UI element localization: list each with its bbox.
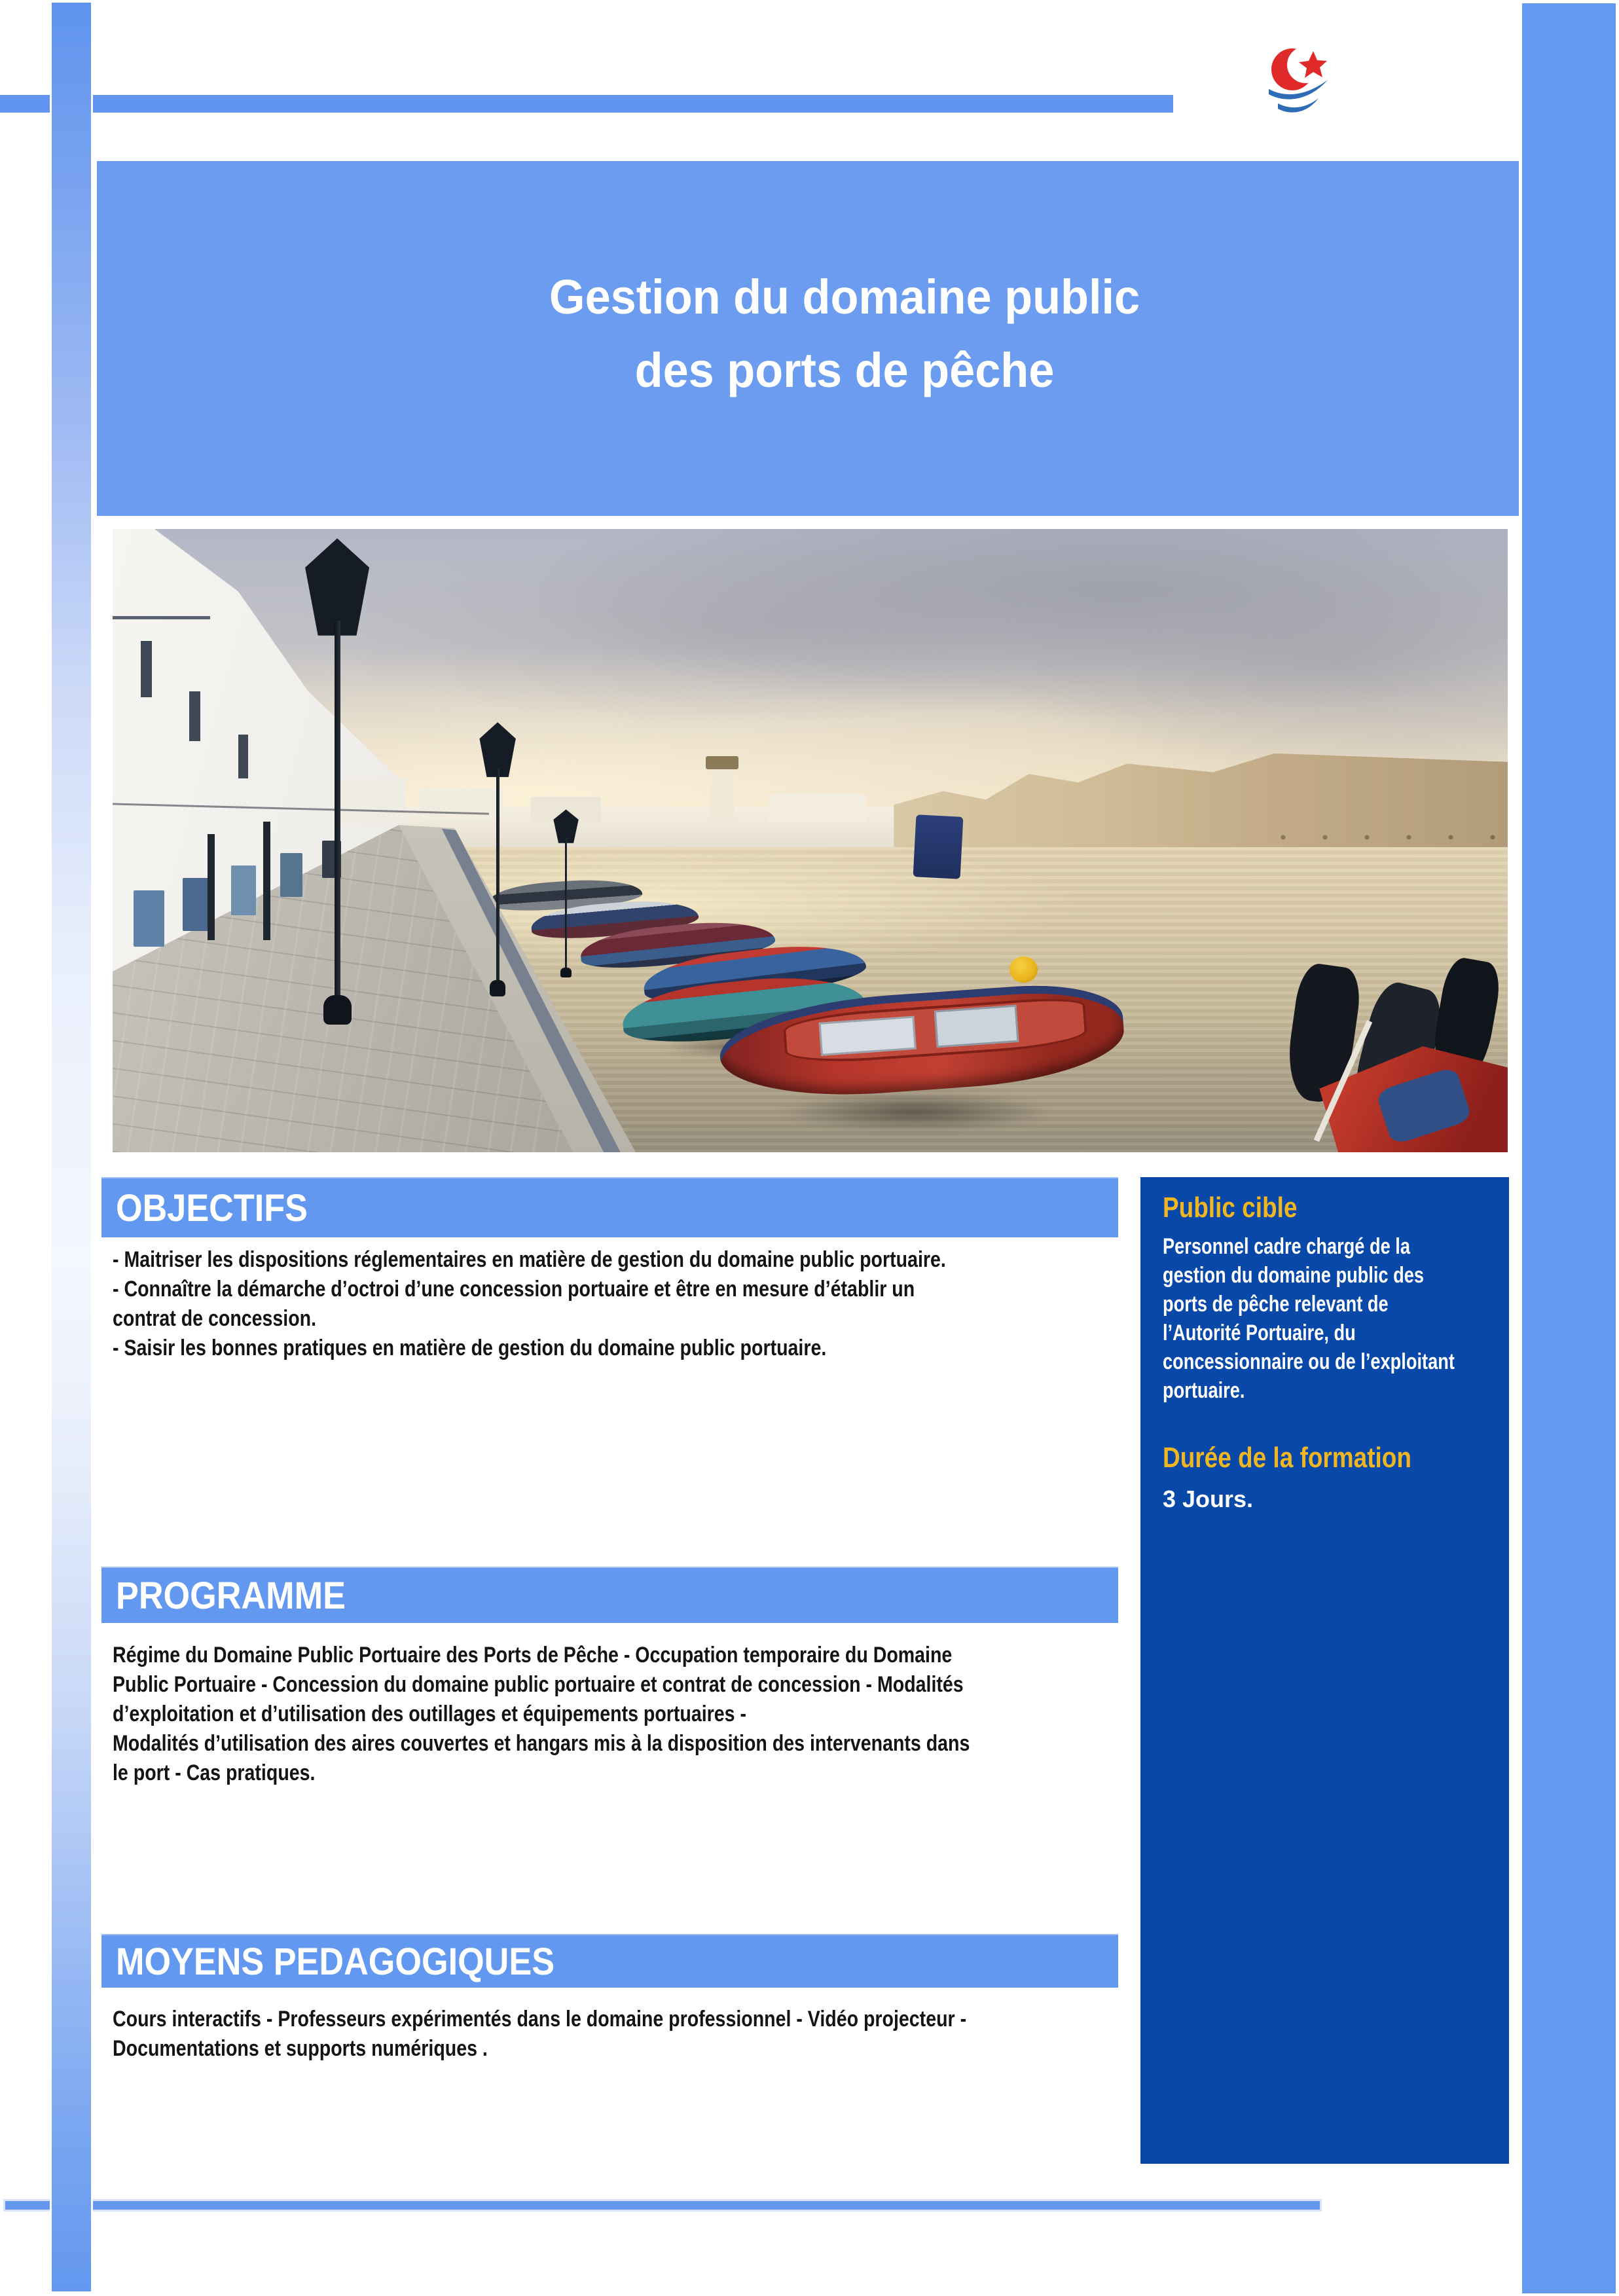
page-title bbox=[170, 261, 1519, 407]
photo-yellow-buoy bbox=[1010, 957, 1038, 983]
objectifs-heading: OBJECTIFS bbox=[116, 1186, 308, 1230]
photo-minaret bbox=[710, 756, 735, 818]
left-accent-stripe bbox=[50, 3, 93, 2291]
public-cible-text: Personnel cadre chargé de la gestion du domaine public des ports de pêche relevant de l’Autorité Portuaire, du concessionnaire ou de l’exploitant portuaire. bbox=[1163, 1234, 1455, 1403]
public-cible-heading: Public cible bbox=[1163, 1192, 1298, 1224]
title-line-2: des ports de pêche bbox=[634, 343, 1055, 397]
harbor-photo bbox=[113, 529, 1508, 1152]
objectifs-text: - Maitriser les dispositions réglementaires en matière de gestion du domaine public portuaire. - Connaître la démarche d’octroi d’une concession portuaire et être en mesure d’établir un contrat de concession. - Saisir les bonnes pratiques en matière de gestion du domaine public portuaire. bbox=[113, 1247, 946, 1360]
bottom-accent-bar bbox=[3, 2199, 1322, 2212]
duree-heading: Durée de la formation bbox=[1163, 1442, 1411, 1474]
moyens-text: Cours interactifs - Professeurs expérimentés dans le domaine professionnel - Vidéo projecteur - Documentations et supports numériques . bbox=[113, 2007, 967, 2061]
crescent-star-waves-icon bbox=[1264, 43, 1333, 122]
top-accent-bar bbox=[0, 95, 1173, 113]
right-accent-column bbox=[1522, 3, 1616, 2293]
title-line-1: Gestion du domaine public bbox=[549, 270, 1140, 324]
programme-heading: PROGRAMME bbox=[116, 1574, 346, 1617]
photo-lamp-post bbox=[479, 722, 515, 996]
section-header-programme bbox=[101, 1567, 1118, 1623]
title-banner bbox=[97, 161, 1519, 516]
section-header-moyens bbox=[101, 1934, 1118, 1988]
duree-value: 3 Jours. bbox=[1163, 1485, 1254, 1512]
photo-far-boat bbox=[913, 814, 964, 879]
section-header-objectifs bbox=[101, 1177, 1118, 1237]
photo-lamp-post bbox=[553, 809, 578, 977]
programme-text: Régime du Domaine Public Portuaire des Ports de Pêche - Occupation temporaire du Domaine Public Portuaire - Concession du domaine public portuaire et contrat de concession - Modalités d’exploitation et d’utilisation des outillages et équipements portuaires - Modalités d’utilisation des aires couvertes et hangars mis à la disposition des intervenants dans le port - Cas pratiques. bbox=[113, 1643, 970, 1785]
photo-lamp-post bbox=[305, 538, 369, 1025]
moyens-heading: MOYENS PEDAGOGIQUES bbox=[116, 1940, 555, 1983]
